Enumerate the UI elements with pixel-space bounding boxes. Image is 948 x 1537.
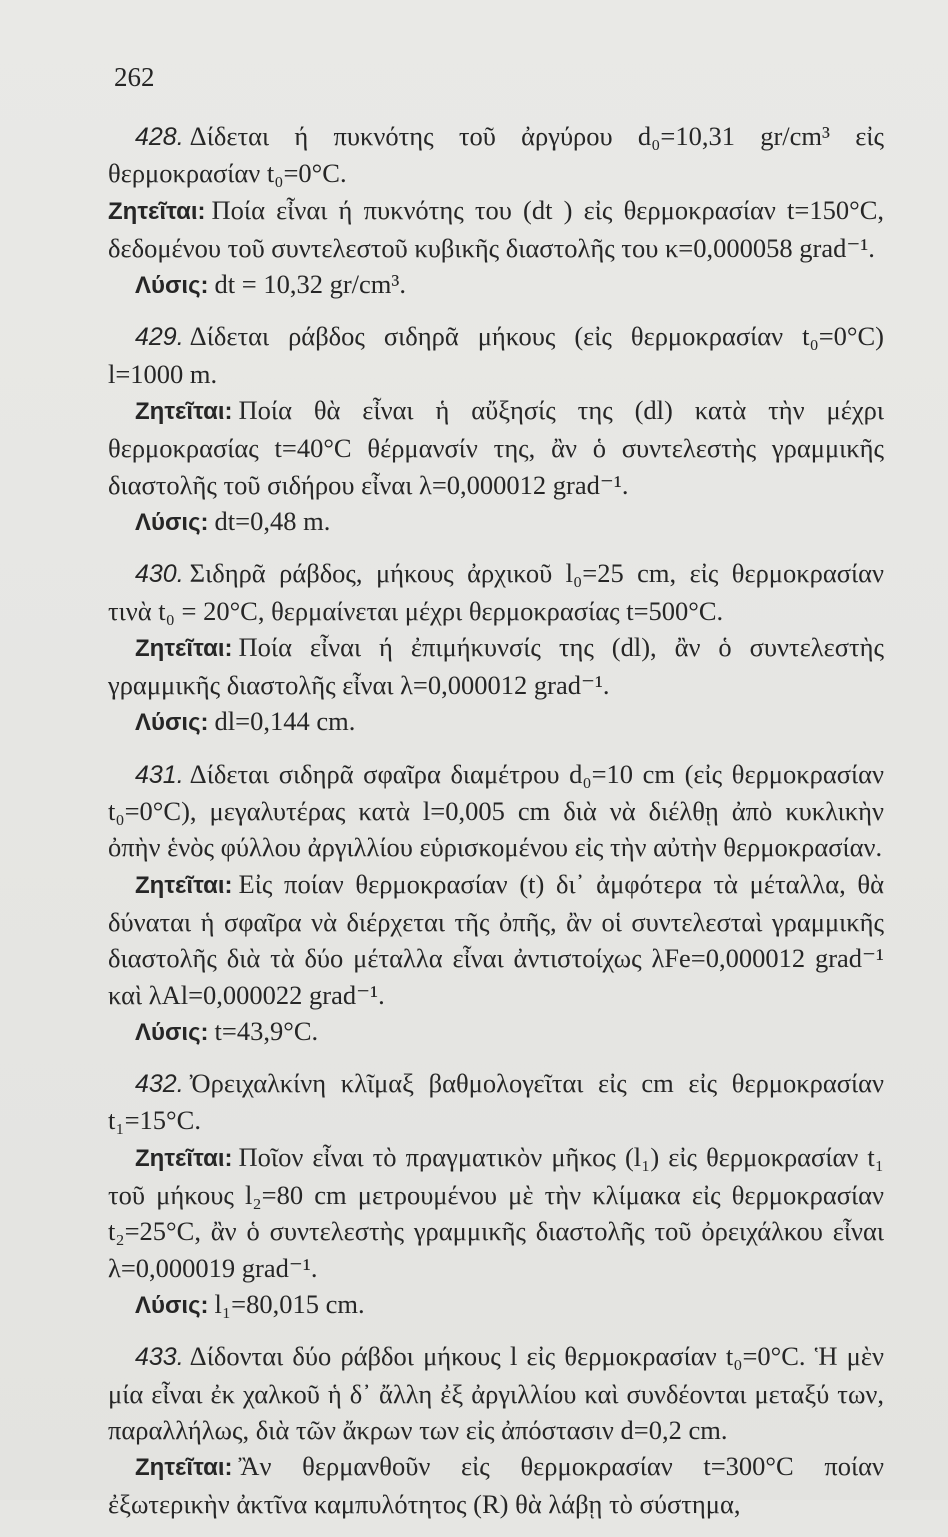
page-number: 262 — [114, 62, 155, 92]
query-label: Ζητεῖται: — [135, 634, 233, 662]
problem-number: 428. — [135, 123, 184, 151]
problem-number: 431. — [135, 760, 184, 789]
statement-text: Δίδεται ράβδος σιδηρᾶ μήκους (εἰς θερμοκρασίαν t₀=0°C) l=1000 m. — [108, 321, 884, 389]
problem-solution — [108, 266, 884, 304]
problem-431 — [108, 756, 884, 1051]
solution-label: Λύσις: — [135, 508, 209, 536]
query-text: Ποία εἶναι ή πυκνότης του (dt ) εἰς θερμοκρασίαν t=150°C, δεδομένου τοῦ συντελεστοῦ κυβικῆς διαστολῆς του κ=0,000058 grad⁻¹. — [108, 194, 884, 263]
page-content — [108, 118, 884, 1537]
problem-number: 432. — [135, 1070, 184, 1099]
problem-query — [108, 1139, 884, 1286]
statement-text: Δίδεται ή πυκνότης τοῦ ἀργύρου d₀=10,31 gr/cm³ εἰς θερμοκρασίαν t₀=0°C. — [108, 121, 884, 189]
problem-statement — [108, 318, 884, 392]
solution-label: Λύσις: — [135, 709, 209, 737]
problem-430 — [108, 555, 884, 741]
problem-query — [108, 1448, 884, 1523]
solution-text: l₁=80,015 cm. — [214, 1288, 365, 1319]
problem-statement — [108, 756, 884, 866]
problem-statement — [108, 1338, 884, 1448]
solution-text: dl=0,144 cm. — [214, 706, 356, 737]
statement-text: Δίδονται δύο ράβδοι μήκους l εἰς θερμοκρασίαν t₀=0°C. Ἡ μὲν μία εἶναι ἐκ χαλκοῦ ἡ δ᾽ ἄλλη ἐξ ἀργιλλίου καὶ συνδέονται μεταξύ των, παραλλήλως, διὰ τῶν ἄκρων των εἰς ἀπόστασιν d=0,2 cm. — [108, 1341, 884, 1445]
problem-statement — [108, 1065, 884, 1139]
problem-query — [108, 629, 884, 704]
query-text: Ποία θὰ εἶναι ἡ αὔξησίς της (dl) κατὰ τὴν μέχρι θερμοκρασίας t=40°C θέρμανσίν της, ἂν ὁ συντελεστὴς γραμμικῆς διαστολῆς τοῦ σιδήρου εἶναι λ=0,000012 grad⁻¹. — [108, 395, 884, 500]
query-text: Ποία εἶναι ή ἐπιμήκυνσίς της (dl), ἂν ὁ συντελεστὴς γραμμικῆς διαστολῆς εἶναι λ=0,000012 grad⁻¹. — [108, 631, 884, 701]
query-label: Ζητεῖται: — [135, 871, 233, 899]
problem-solution — [108, 703, 884, 741]
solution-label: Λύσις: — [135, 1291, 209, 1319]
query-label: Ζητεῖται: — [135, 1454, 233, 1482]
statement-text: Δίδεται σιδηρᾶ σφαῖρα διαμέτρου d₀=10 cm (εἰς θερμοκρασίαν t₀=0°C), μεγαλυτέρας κατὰ l=0,005 cm διὰ νὰ διέλθῃ ἀπὸ κυκλικὴν ὀπὴν ἑνὸς φύλλου ἀργιλλίου εὑρισκομένου εἰς τὴν αὐτὴν θερμοκρασίαν. — [108, 758, 884, 863]
problem-query — [108, 866, 884, 1013]
query-text: Εἰς ποίαν θερμοκρασίαν (t) δι᾽ ἀμφότερα τὰ μέταλλα, θὰ δύναται ἡ σφαῖρα νὰ διέρχεται τῆς ὀπῆς, ἂν οἱ συντελεσταὶ γραμμικῆς διαστολῆς διὰ τὰ δύο μέταλλα εἶναι ἀντιστοίχως λFe=0,000012 grad⁻¹ καὶ λAl=0,000022 grad⁻¹. — [108, 868, 884, 1010]
query-text: Ποῖον εἶναι τὸ πραγματικὸν μῆκος (l₁) εἰς θερμοκρασίαν t₁ τοῦ μήκους l₂=80 cm μετρουμένου μὲ τὴν κλίμακα εἰς θερμοκρασίαν t₂=25°C, ἂν ὁ συντελεστὴς γραμμικῆς διαστολῆς τοῦ ὀρειχάλκου εἶναι λ=0,000019 grad⁻¹. — [108, 1141, 884, 1283]
problem-428 — [108, 118, 884, 304]
statement-text: Σιδηρᾶ ράβδος, μήκους ἀρχικοῦ l₀=25 cm, εἰς θερμοκρασίαν τινὰ t₀ = 20°C, θερμαίνεται μέχρι θερμοκρασίας t=500°C. — [108, 558, 884, 626]
problem-number: 433. — [135, 1343, 184, 1372]
query-label: Ζητεῖται: — [135, 398, 233, 426]
solution-text: t=43,9°C. — [214, 1015, 319, 1046]
solution-label: Λύσις: — [135, 272, 209, 300]
problem-solution — [108, 503, 884, 541]
problem-solution — [108, 1286, 884, 1324]
problem-433 — [108, 1338, 884, 1522]
query-label: Ζητεῖται: — [108, 197, 206, 225]
query-text: Ἂν θερμανθοῦν εἰς θερμοκρασίαν t=300°C ποίαν ἐξωτερικὴν ἀκτῖνα καμπυλότητος (R) θὰ λάβῃ τὸ σύστημα, — [108, 1451, 884, 1520]
statement-text: Ὀρειχαλκίνη κλῖμαξ βαθμολογεῖται εἰς cm εἰς θερμοκρασίαν t₁=15°C. — [108, 1068, 884, 1136]
problem-query — [108, 392, 884, 503]
problem-number: 430. — [135, 560, 184, 589]
solution-text: dt=0,48 m. — [214, 505, 331, 536]
problem-429 — [108, 318, 884, 541]
problem-432 — [108, 1065, 884, 1324]
problem-statement — [108, 118, 884, 192]
problem-solution — [108, 1013, 884, 1051]
problem-statement — [108, 555, 884, 629]
problem-query — [108, 192, 884, 267]
solution-label: Λύσις: — [135, 1018, 209, 1046]
solution-text: dt = 10,32 gr/cm³. — [214, 269, 406, 300]
problem-number: 429. — [135, 323, 184, 352]
query-label: Ζητεῖται: — [135, 1144, 233, 1172]
